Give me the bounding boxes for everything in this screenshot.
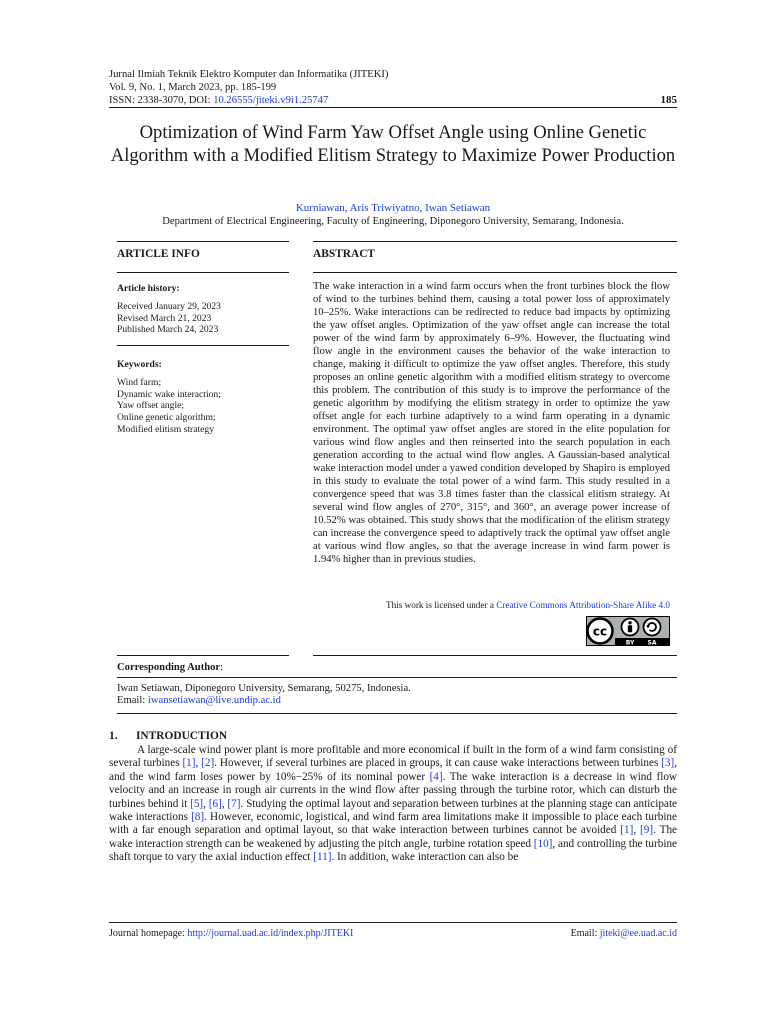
citation-link[interactable]: [6] xyxy=(208,797,222,810)
footer-email xyxy=(571,928,677,939)
corresponding-colon: : xyxy=(220,662,224,673)
info-heading-rule xyxy=(117,272,289,273)
homepage-link[interactable]: http://journal.uad.ac.id/index.php/JITEKI xyxy=(187,928,354,939)
cc-by-sa-badge-icon[interactable] xyxy=(586,616,670,646)
history-rule xyxy=(117,345,289,346)
doi-link[interactable]: 10.26555/jiteki.v9i1.25747 xyxy=(213,95,329,106)
abstract-text: The wake interaction in a wind farm occurs when the front turbines block the flow of wind to the turbines behind them, causing a total power loss of approximately 10–25%. Wake interactions can be redirected to reduce bad impacts by optimizing the yaw offset angles. Optimization of the yaw offset angle can increase the total power of the wind farm by approximately 6–9%. However, the fluctuating wind flow angle in the environment causes the behavior of the wake interaction to change, making it difficult to optimize the yaw offset angles. Therefore, this study proposes an online genetic algorithm with a modified elitism strategy to overcome this problem. The contribution of this study is to improve the performance of the genetic algorithm by modifying the elitism strategy in order to optimize the yaw offset angle for each turbine adaptively to a wind farm operating in a dynamic environment. The optimal yaw offset angles are stored in the elite population for various wind flow angles and then reinserted into the search population in each generation according to the actual wind flow angles. A Gaussian-based analytical wake interaction model under a yawed condition developed by Shapiro is employed in this study to evaluate the total power of a wind farm. This study resulted in a convergence speed that was 3.8 times faster than the classical elitism strategy. At several wind flow angles of 270°, 315°, and 360°, an average power increase of 10.52% was obtained. This study shows that the modification of the elitism strategy can increase the convergence speed to adaptively track the optimal yaw offset angle at various wind flow angles, so that the average increase in wind farm power is 1.94% higher than in previous studies. xyxy=(313,281,670,565)
affiliation: Department of Electrical Engineering, Faculty of Engineering, Diponegoro University, Semarang, Indonesia. xyxy=(162,216,624,227)
citation-link[interactable]: [5] xyxy=(190,797,204,810)
corr-heading-rule xyxy=(117,677,677,678)
license-link[interactable]: Creative Commons Attribution-Share Alike 4.0 xyxy=(496,600,670,610)
intro-text-run: A large-scale wind power plant is more profitable and more economical if built in the form of a wind farm consisting of several turbines xyxy=(109,744,677,770)
corresponding-label: Corresponding Author xyxy=(117,662,221,673)
corresponding-email-line xyxy=(117,695,411,707)
citation-link[interactable]: [2] xyxy=(201,757,215,770)
abstract-heading-rule xyxy=(313,272,677,273)
page-number: 185 xyxy=(660,94,677,106)
license-line xyxy=(386,600,670,610)
section-heading xyxy=(109,730,227,742)
homepage-label: Journal homepage: xyxy=(109,928,188,939)
intro-text-run: . Studying the optimal layout and separation between turbines at the planning stage can anticipate wake interactions xyxy=(109,797,678,824)
history-item: Revised March 21, 2023 xyxy=(117,312,212,324)
badge-by-label: BY xyxy=(625,639,635,646)
corresponding-details xyxy=(117,683,411,708)
citation-link[interactable]: [9] xyxy=(640,824,654,837)
badge-sa-label: SA xyxy=(647,639,657,646)
history-item: Published March 24, 2023 xyxy=(117,324,219,336)
section-number: 1. xyxy=(109,730,118,742)
corresponding-email-label: Email: xyxy=(117,695,148,707)
citation-link[interactable]: [11] xyxy=(313,851,332,864)
intro-text-run: , xyxy=(195,757,202,770)
intro-text-run: . The wake interaction strength can be weakened by adjusting the pitch angle, turbine rotation speed xyxy=(109,824,678,850)
intro-text-run: . However, economic, logistical, and wind farm area limitations make it impossible to place each turbine with a far enough separation and optimal layout, so that wake interaction between turbines cannot be avoided xyxy=(109,811,677,837)
keyword-item: Modified elitism strategy xyxy=(117,423,214,435)
author-list[interactable]: Kurniawan, Aris Triwiyatno, Iwan Setiawan xyxy=(295,202,491,214)
abstract-top-rule xyxy=(313,241,677,242)
intro-text-run: , xyxy=(203,797,209,810)
keywords-label: Keywords: xyxy=(117,359,162,370)
keyword-item: Online genetic algorithm; xyxy=(117,412,216,424)
citation-link[interactable]: [4] xyxy=(429,770,443,783)
article-history xyxy=(117,283,289,336)
journal-name: Jurnal Ilmiah Teknik Elektro Komputer dan Informatika (JITEKI) xyxy=(109,69,389,80)
corr-bottom-rule xyxy=(117,713,677,714)
keyword-item: Dynamic wake interaction; xyxy=(117,388,221,400)
intro-text-run: , xyxy=(633,824,641,837)
intro-text-run: , xyxy=(221,797,228,810)
corresponding-author-heading xyxy=(117,662,223,673)
intro-text-run: . In addition, wake interaction can also be xyxy=(331,851,519,864)
intro-text-run: . The wake interaction is a decrease in wind flow velocity and an increase in rough air currents in the wind flow after passing through the turbine rotor, which can disturb the turbines behind it xyxy=(109,770,677,810)
intro-text-run: , and controlling the turbine shaft torque to vary the axial induction effect xyxy=(109,837,677,864)
intro-text-run: . However, if several turbines are placed in groups, it can cause wake interactions between turbines xyxy=(214,757,662,770)
history-label: Article history: xyxy=(117,283,180,294)
intro-text-run: , and the wind farm loses power by 10%−25% of its nominal power xyxy=(109,757,677,783)
footer-email-link[interactable]: jiteki@ee.uad.ac.id xyxy=(599,928,677,939)
introduction-paragraph xyxy=(109,744,677,865)
issn-text: ISSN: 2338-3070, DOI: xyxy=(109,95,214,106)
citation-link[interactable]: [3] xyxy=(661,757,675,770)
keyword-item: Yaw offset angle; xyxy=(117,400,185,412)
license-prefix: This work is licensed under a xyxy=(385,600,497,610)
citation-link[interactable]: [1] xyxy=(182,757,196,770)
citation-link[interactable]: [10] xyxy=(533,837,553,850)
citation-link[interactable]: [1] xyxy=(620,824,634,837)
footer-email-label: Email: xyxy=(570,928,600,939)
issn-doi-line xyxy=(109,94,677,107)
corr-rule-left xyxy=(117,655,289,656)
info-top-rule xyxy=(117,241,289,242)
page-footer xyxy=(109,928,677,939)
paper-title: Optimization of Wind Farm Yaw Offset Angle using Online Genetic Algorithm with a Modified Elitism Strategy to Maximize Power Production xyxy=(110,122,676,166)
article-info-heading: ARTICLE INFO xyxy=(117,248,200,260)
section-title: INTRODUCTION xyxy=(136,730,228,742)
corresponding-email-link[interactable]: iwansetiawan@live.undip.ac.id xyxy=(147,695,281,707)
corr-rule-right xyxy=(313,655,677,656)
volume-info: Vol. 9, No. 1, March 2023, pp. 185-199 xyxy=(109,82,277,93)
abstract-heading: ABSTRACT xyxy=(313,248,376,260)
footer-rule xyxy=(109,922,677,923)
keywords-block xyxy=(117,359,289,436)
svg-text:cc: cc xyxy=(592,624,608,639)
citation-link[interactable]: [8] xyxy=(191,811,205,824)
corresponding-address: Iwan Setiawan, Diponegoro University, Semarang, 50275, Indonesia. xyxy=(117,683,411,694)
journal-header xyxy=(109,68,677,107)
header-rule xyxy=(109,107,677,108)
history-item: Received January 29, 2023 xyxy=(117,300,221,312)
keyword-item: Wind farm; xyxy=(117,376,162,388)
citation-link[interactable]: [7] xyxy=(227,797,241,810)
